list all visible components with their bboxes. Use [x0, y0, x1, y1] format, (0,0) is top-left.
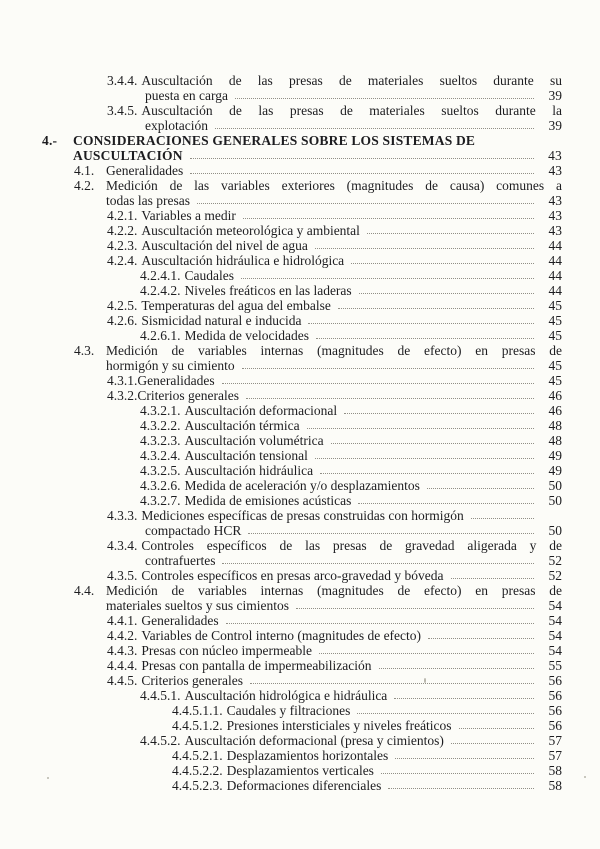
scan-speck — [584, 776, 586, 778]
dotted-leader — [331, 443, 534, 444]
toc-entry-title: Generalidades — [106, 163, 184, 178]
toc-list — [0, 73, 562, 793]
toc-entry-title: Desplazamientos horizontales — [226, 748, 389, 763]
toc-entry — [0, 118, 562, 133]
toc-entry-number: 4.2.3. — [107, 238, 138, 253]
toc-entry-number: 4.4.1. — [107, 613, 138, 628]
dotted-leader — [197, 203, 534, 204]
toc-entry-page: 43 — [548, 223, 562, 238]
toc-entry-title: Temperaturas del agua del embalse — [141, 298, 331, 313]
toc-entry — [0, 283, 562, 298]
toc-entry-number: 4.2. — [74, 178, 95, 193]
toc-entry-number: 4.3.2.6. — [140, 478, 181, 493]
dotted-leader — [250, 683, 534, 684]
toc-entry-number: 4.4.5. — [107, 673, 138, 688]
toc-entry — [0, 208, 562, 223]
toc-entry — [0, 238, 562, 253]
toc-entry-page: 52 — [548, 553, 562, 568]
toc-entry — [0, 703, 562, 718]
toc-entry-page: 43 — [548, 163, 562, 178]
toc-entry-number: 4.2.6.1. — [140, 328, 181, 343]
toc-entry-page: 48 — [548, 418, 562, 433]
dotted-leader — [190, 158, 534, 159]
toc-entry-page: 44 — [548, 268, 562, 283]
toc-entry — [0, 778, 562, 793]
scan-speck — [47, 777, 49, 779]
toc-entry-page: 45 — [548, 313, 562, 328]
toc-entry-page: 54 — [548, 613, 562, 628]
toc-entry-number: 4.3.1. — [107, 373, 138, 388]
toc-entry-page: 52 — [548, 568, 562, 583]
dotted-leader — [394, 698, 534, 699]
toc-entry-title: contrafuertes — [145, 553, 216, 568]
toc-entry — [0, 538, 562, 553]
toc-entry-title: Auscultación hidrológica e hidráulica — [184, 688, 388, 703]
toc-entry-number: 4.4.5.1.1. — [172, 703, 223, 718]
dotted-leader — [296, 608, 534, 609]
toc-entry — [0, 508, 562, 523]
toc-entry-page: 56 — [548, 703, 562, 718]
toc-entry — [0, 403, 562, 418]
toc-entry — [0, 763, 562, 778]
dotted-leader — [190, 173, 534, 174]
toc-entry-page: 55 — [548, 658, 562, 673]
dotted-leader — [316, 338, 534, 339]
toc-entry-number: 4.4.2. — [107, 628, 138, 643]
toc-entry-title: Medición de variables internas (magnitudes de efecto) en presas de — [106, 343, 562, 358]
toc-entry-page: 46 — [548, 403, 562, 418]
toc-entry-page: 49 — [548, 463, 562, 478]
toc-entry-number: 4.2.4.1. — [140, 268, 181, 283]
toc-entry-title: Medida de aceleración y/o desplazamientos — [184, 478, 420, 493]
toc-entry-number: 4.3. — [74, 343, 95, 358]
toc-entry-page: 54 — [548, 598, 562, 613]
toc-entry-title: compactado HCR — [145, 523, 242, 538]
toc-entry-title: Caudales y filtraciones — [226, 703, 351, 718]
toc-entry-title: Presiones intersticiales y niveles freáticos — [226, 718, 452, 733]
toc-entry — [0, 433, 562, 448]
toc-entry-number: 4.2.4.2. — [140, 283, 181, 298]
toc-entry-title: Auscultación deformacional (presa y cimientos) — [184, 733, 444, 748]
toc-entry-page: 58 — [548, 778, 562, 793]
toc-entry — [0, 523, 562, 538]
toc-entry — [0, 148, 562, 163]
toc-entry — [0, 328, 562, 343]
dotted-leader — [320, 473, 534, 474]
dotted-leader — [357, 713, 534, 714]
toc-entry-title: Generalidades — [141, 613, 219, 628]
toc-entry-number: 4.4.5.1. — [140, 688, 181, 703]
dotted-leader — [222, 383, 534, 384]
toc-entry — [0, 88, 562, 103]
toc-entry-number: 4.4.5.2. — [140, 733, 181, 748]
toc-entry-title: Niveles freáticos en las laderas — [184, 283, 352, 298]
toc-entry-page: 54 — [548, 643, 562, 658]
toc-entry — [0, 133, 562, 148]
toc-entry-number: 4.- — [42, 133, 58, 148]
toc-entry — [0, 718, 562, 733]
toc-entry-title: Auscultación volumétrica — [184, 433, 324, 448]
scan-speck — [424, 678, 426, 683]
toc-entry — [0, 478, 562, 493]
toc-entry-page: 45 — [548, 358, 562, 373]
dotted-leader — [359, 293, 534, 294]
toc-entry — [0, 748, 562, 763]
toc-entry-title: Variables de Control interno (magnitudes de efecto) — [141, 628, 422, 643]
dotted-leader — [358, 503, 534, 504]
toc-entry-title: explotación — [145, 118, 208, 133]
toc-entry — [0, 568, 562, 583]
toc-entry-number: 4.3.2.7. — [140, 493, 181, 508]
toc-entry — [0, 418, 562, 433]
dotted-leader — [315, 248, 534, 249]
toc-entry-page: 57 — [548, 748, 562, 763]
toc-entry-number: 4.3.2.3. — [140, 433, 181, 448]
toc-entry-number: 4.2.5. — [107, 298, 138, 313]
dotted-leader — [351, 263, 534, 264]
toc-entry — [0, 688, 562, 703]
toc-entry-page: 45 — [548, 373, 562, 388]
toc-entry-title: Variables a medir — [141, 208, 236, 223]
toc-entry-title: Controles específicos de las presas de gravedad aligerada y de — [141, 538, 562, 553]
toc-entry-page: 57 — [548, 733, 562, 748]
toc-entry — [0, 178, 562, 193]
toc-entry-title: Medida de velocidades — [184, 328, 309, 343]
toc-entry-title: puesta en carga — [145, 88, 228, 103]
toc-entry-title: Medida de emisiones acústicas — [184, 493, 352, 508]
dotted-leader — [319, 653, 534, 654]
dotted-leader — [246, 398, 534, 399]
toc-entry-number: 4.2.2. — [107, 223, 138, 238]
toc-entry-page: 39 — [548, 88, 562, 103]
toc-entry-number: 4.3.2.1. — [140, 403, 181, 418]
toc-entry — [0, 343, 562, 358]
toc-entry — [0, 73, 562, 88]
toc-entry-page: 56 — [548, 688, 562, 703]
dotted-leader — [388, 788, 534, 789]
toc-entry — [0, 103, 562, 118]
toc-entry-title: Auscultación de las presas de materiales sueltos durante su — [141, 73, 562, 88]
toc-entry-number: 4.4.5.2.1. — [172, 748, 223, 763]
toc-entry — [0, 673, 562, 688]
toc-entry-title: Controles específicos en presas arco-gravedad y bóveda — [141, 568, 444, 583]
toc-entry-page: 58 — [548, 763, 562, 778]
toc-entry-number: 4.3.2.2. — [140, 418, 181, 433]
toc-entry-page: 48 — [548, 433, 562, 448]
toc-entry-number: 4.1. — [74, 163, 95, 178]
toc-entry-number: 4.2.6. — [107, 313, 138, 328]
toc-entry-page: 39 — [548, 118, 562, 133]
toc-entry — [0, 658, 562, 673]
toc-entry-number: 4.4.3. — [107, 643, 138, 658]
toc-entry-title: hormigón y su cimiento — [106, 358, 235, 373]
toc-entry — [0, 493, 562, 508]
toc-entry-number: 4.3.2.4. — [140, 448, 181, 463]
dotted-leader — [344, 413, 534, 414]
toc-entry — [0, 628, 562, 643]
toc-entry-title: Auscultación meteorológica y ambiental — [141, 223, 360, 238]
toc-entry-title: Auscultación hidráulica — [184, 463, 314, 478]
toc-entry — [0, 388, 562, 403]
toc-entry — [0, 448, 562, 463]
toc-entry-number: 4.4.5.1.2. — [172, 718, 223, 733]
toc-entry — [0, 598, 562, 613]
toc-entry-page: 50 — [548, 493, 562, 508]
toc-entry — [0, 298, 562, 313]
toc-entry-page: 43 — [548, 148, 562, 163]
toc-entry-page: 44 — [548, 283, 562, 298]
toc-entry — [0, 733, 562, 748]
dotted-leader — [395, 758, 534, 759]
dotted-leader — [215, 128, 534, 129]
toc-entry — [0, 253, 562, 268]
toc-entry — [0, 268, 562, 283]
dotted-leader — [235, 98, 534, 99]
toc-entry-title: Auscultación de las presas de materiales sueltos durante la — [141, 103, 562, 118]
toc-entry-page: 50 — [548, 478, 562, 493]
toc-entry — [0, 613, 562, 628]
toc-entry — [0, 193, 562, 208]
dotted-leader — [451, 743, 534, 744]
dotted-leader — [451, 578, 534, 579]
toc-entry-page: 44 — [548, 253, 562, 268]
dotted-leader — [307, 428, 534, 429]
toc-entry-number: 3.4.5. — [107, 103, 138, 118]
toc-entry — [0, 163, 562, 178]
toc-entry-title: Auscultación deformacional — [184, 403, 338, 418]
toc-entry — [0, 643, 562, 658]
dotted-leader — [379, 668, 534, 669]
toc-entry-number: 4.4. — [74, 583, 95, 598]
toc-entry-title: Presas con pantalla de impermeabilización — [141, 658, 372, 673]
toc-entry-title: Deformaciones diferenciales — [226, 778, 382, 793]
toc-entry-page: 45 — [548, 328, 562, 343]
dotted-leader — [226, 623, 534, 624]
toc-entry-number: 4.3.4. — [107, 538, 138, 553]
dotted-leader — [459, 728, 534, 729]
dotted-leader — [381, 773, 534, 774]
toc-entry-number: 4.3.5. — [107, 568, 138, 583]
toc-entry-title: Desplazamientos verticales — [226, 763, 374, 778]
toc-entry — [0, 583, 562, 598]
toc-entry-page: 46 — [548, 388, 562, 403]
toc-entry-title: Mediciones específicas de presas construidas con hormigón — [141, 508, 464, 523]
dotted-leader — [338, 308, 534, 309]
toc-entry — [0, 553, 562, 568]
toc-entry-number: 4.4.5.2.3. — [172, 778, 223, 793]
toc-entry-title: Auscultación térmica — [184, 418, 300, 433]
toc-entry-page: 43 — [548, 208, 562, 223]
toc-entry-title: Auscultación hidráulica e hidrológica — [141, 253, 345, 268]
toc-entry-number: 4.3.2.5. — [140, 463, 181, 478]
toc-entry — [0, 313, 562, 328]
toc-entry-page: 49 — [548, 448, 562, 463]
toc-entry-title: CONSIDERACIONES GENERALES SOBRE LOS SISTEMAS DE — [73, 133, 476, 148]
dotted-leader — [315, 458, 534, 459]
dotted-leader — [242, 368, 534, 369]
toc-entry-page: 50 — [548, 523, 562, 538]
dotted-leader — [243, 218, 534, 219]
toc-entry-title: todas las presas — [106, 193, 190, 208]
toc-entry-title: Caudales — [184, 268, 234, 283]
dotted-leader — [222, 563, 534, 564]
toc-entry-title: AUSCULTACIÓN — [73, 148, 183, 163]
toc-entry — [0, 373, 562, 388]
toc-entry-title: Sismicidad natural e inducida — [141, 313, 302, 328]
toc-entry-number: 4.2.4. — [107, 253, 138, 268]
toc-entry-number: 4.4.5.2.2. — [172, 763, 223, 778]
toc-entry-title: Presas con núcleo impermeable — [141, 643, 312, 658]
toc-entry-title: Auscultación del nivel de agua — [141, 238, 308, 253]
toc-entry-title: Generalidades — [137, 373, 215, 388]
toc-entry-number: 4.2.1. — [107, 208, 138, 223]
toc-entry-title: Auscultación tensional — [184, 448, 308, 463]
toc-entry-title: Medición de las variables exteriores (magnitudes de causa) comunes a — [106, 178, 562, 193]
toc-entry — [0, 358, 562, 373]
toc-entry-page: 43 — [548, 193, 562, 208]
toc-entry-title: materiales sueltos y sus cimientos — [106, 598, 289, 613]
toc-entry-page: 54 — [548, 628, 562, 643]
dotted-leader — [471, 518, 534, 519]
toc-entry-number: 4.4.4. — [107, 658, 138, 673]
toc-entry-title: Criterios generales — [141, 673, 243, 688]
toc-entry — [0, 223, 562, 238]
dotted-leader — [308, 323, 534, 324]
dotted-leader — [428, 638, 534, 639]
toc-entry-number: 3.4.4. — [107, 73, 138, 88]
dotted-leader — [241, 278, 534, 279]
toc-entry-number: 4.3.2. — [107, 388, 138, 403]
toc-entry-page: 44 — [548, 238, 562, 253]
toc-entry — [0, 463, 562, 478]
toc-entry-page: 56 — [548, 718, 562, 733]
toc-entry-number: 4.3.3. — [107, 508, 138, 523]
dotted-leader — [427, 488, 534, 489]
dotted-leader — [248, 533, 534, 534]
toc-entry-title: Medición de variables internas (magnitudes de efecto) en presas de — [106, 583, 562, 598]
toc-entry-title: Criterios generales — [137, 388, 239, 403]
toc-entry-page: 45 — [548, 298, 562, 313]
toc-entry-page: 56 — [548, 673, 562, 688]
dotted-leader — [367, 233, 534, 234]
